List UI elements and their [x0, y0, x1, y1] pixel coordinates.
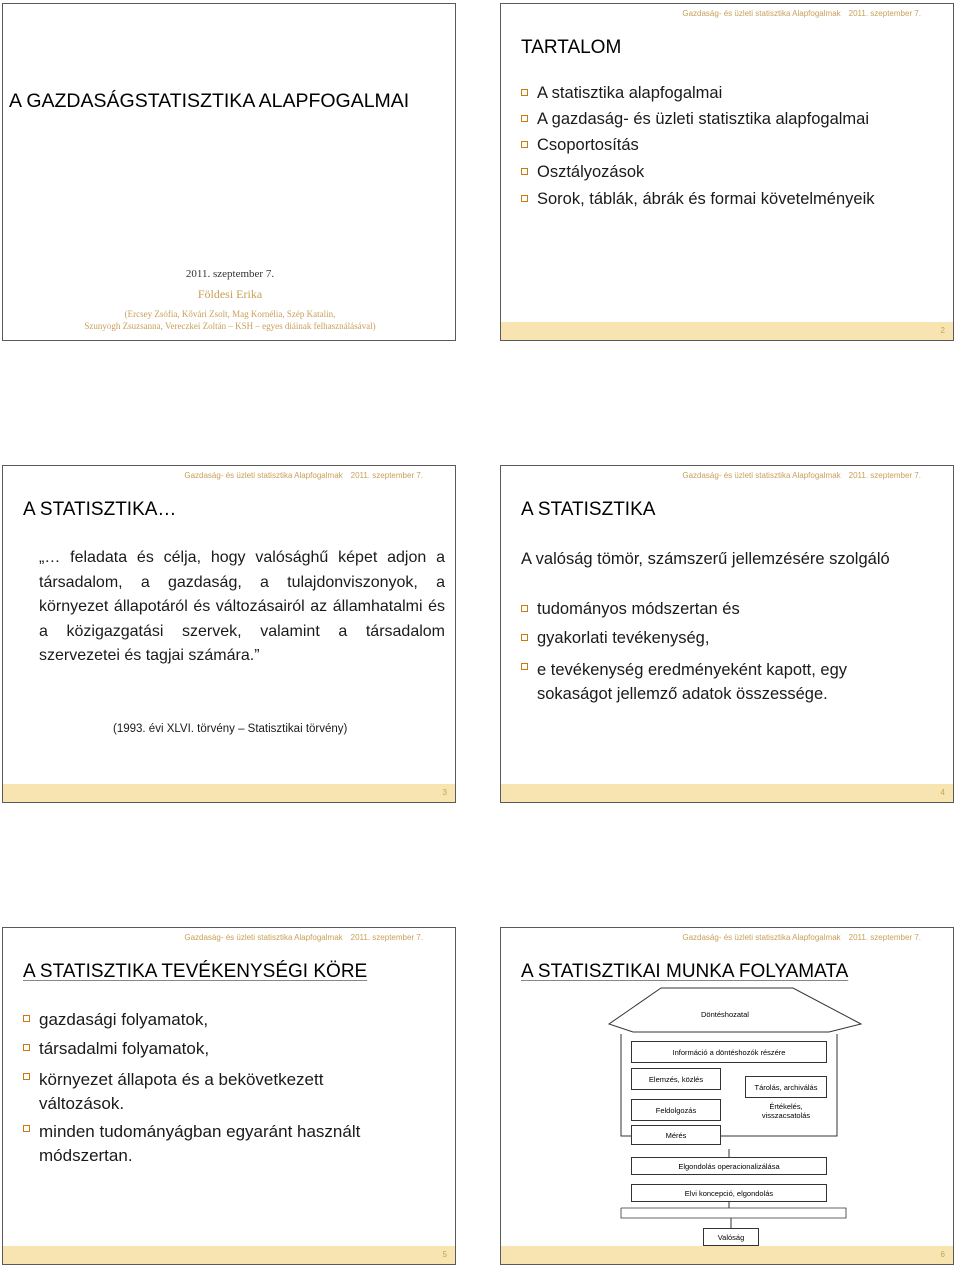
slide-title: A STATISZTIKA TEVÉKENYSÉGI KÖRE: [23, 961, 368, 982]
slide-1: [2, 3, 456, 341]
diagram-box-analysis: Elemzés, közlés: [631, 1068, 721, 1090]
bullet-icon: [521, 168, 528, 175]
diagram-box-processing: Feldolgozás: [631, 1099, 721, 1121]
slide-title: A STATISZTIKAI MUNKA FOLYAMATA: [521, 961, 849, 982]
toc-item: A gazdaság- és üzleti statisztika alapfogalmai: [537, 110, 869, 129]
page-number: 3: [442, 788, 447, 797]
bullet-icon: [23, 1073, 30, 1080]
slide-title: A GAZDASÁGSTATISZTIKA ALAPFOGALMAI: [9, 90, 410, 112]
bullet-icon: [521, 634, 528, 641]
slide-4: [500, 465, 954, 803]
diagram-box-decision: Döntéshozatal: [701, 1009, 749, 1019]
diagram-base: [621, 1208, 846, 1228]
diagram-box-reality: Valóság: [703, 1228, 759, 1246]
slide-title: TARTALOM: [521, 37, 622, 58]
definition-item: e tevékenység eredményeként kapott, egy sokaságot jellemző adatok összessége.: [537, 658, 917, 706]
definition-item: tudományos módszertan és: [537, 600, 740, 619]
process-diagram: [501, 928, 954, 1265]
toc-item: Csoportosítás: [537, 136, 639, 155]
slide-title: A STATISZTIKA…: [23, 499, 177, 520]
credits-line-2: Szunyogh Zsuzsanna, Vereczkei Zoltán – KSH – egyes diáinak felhasználásával): [84, 321, 376, 331]
diagram-box-operationalization: Elgondolás operacionalizálása: [631, 1157, 827, 1175]
bullet-icon: [521, 115, 528, 122]
toc-item: Sorok, táblák, ábrák és formai követelményeik: [537, 190, 875, 209]
page-number: 4: [940, 788, 945, 797]
slide-6: [500, 927, 954, 1265]
activity-item: minden tudományágban egyaránt használt módszertan.: [39, 1120, 419, 1168]
toc-item: Osztályozások: [537, 163, 644, 182]
page-number: 2: [940, 326, 945, 335]
activity-item: környezet állapota és a bekövetkezett változások.: [39, 1068, 379, 1116]
author: Földesi Erika: [197, 287, 263, 301]
bullet-icon: [521, 89, 528, 96]
slide-header: Gazdaság- és üzleti statisztika Alapfogalmak 2011. szeptember 7.: [682, 471, 921, 480]
diagram-box-storage: Tárolás, archiválás: [745, 1076, 827, 1098]
diagram-box-concept: Elvi koncepció, elgondolás: [631, 1184, 827, 1202]
quote-text: „… feladata és célja, hogy valósághű képet adjon a társadalom, a gazdaság, a tulajdonviszonyok, a környezet állapotáról és változásairól az államhatalmi és a közigazgatási szervek, valamint a társadalom szervezetei és tagjai számára.”: [39, 549, 445, 664]
definition-intro: A valóság tömör, számszerű jellemzésére szolgáló: [521, 550, 890, 568]
bullet-icon: [23, 1044, 30, 1051]
slide-header: Gazdaság- és üzleti statisztika Alapfogalmak 2011. szeptember 7.: [184, 471, 423, 480]
quote-source: (1993. évi XLVI. törvény – Statisztikai törvény): [113, 723, 348, 735]
diagram-box-information: Információ a döntéshozók részére: [631, 1041, 827, 1063]
slide-5: [2, 927, 456, 1265]
slide-title: A STATISZTIKA: [521, 499, 656, 520]
bullet-icon: [521, 663, 528, 670]
slide-2: [500, 3, 954, 341]
diagram-box-measurement: Mérés: [631, 1125, 721, 1145]
activity-item: társadalmi folyamatok,: [39, 1039, 209, 1059]
activity-item: gazdasági folyamatok,: [39, 1010, 208, 1030]
bullet-icon: [23, 1125, 30, 1132]
slide-header: Gazdaság- és üzleti statisztika Alapfogalmak 2011. szeptember 7.: [682, 9, 921, 18]
page-number: 5: [442, 1250, 447, 1259]
slide-header: Gazdaság- és üzleti statisztika Alapfogalmak 2011. szeptember 7.: [682, 933, 921, 942]
definition-item: gyakorlati tevékenység,: [537, 629, 709, 648]
bullet-icon: [23, 1015, 30, 1022]
slide-header: Gazdaság- és üzleti statisztika Alapfogalmak 2011. szeptember 7.: [184, 933, 423, 942]
bullet-icon: [521, 141, 528, 148]
presentation-date: 2011. szeptember 7.: [185, 268, 275, 280]
page-number: 6: [940, 1250, 945, 1259]
bullet-icon: [521, 605, 528, 612]
toc-item: A statisztika alapfogalmai: [537, 84, 722, 103]
slide-3: [2, 465, 456, 803]
credits-line-1: (Ercsey Zsófia, Kővári Zsolt, Mag Kornélia, Szép Katalin,: [124, 309, 336, 319]
diagram-label-evaluation: Értékelés, visszacsatolás: [761, 1102, 811, 1120]
bullet-icon: [521, 195, 528, 202]
